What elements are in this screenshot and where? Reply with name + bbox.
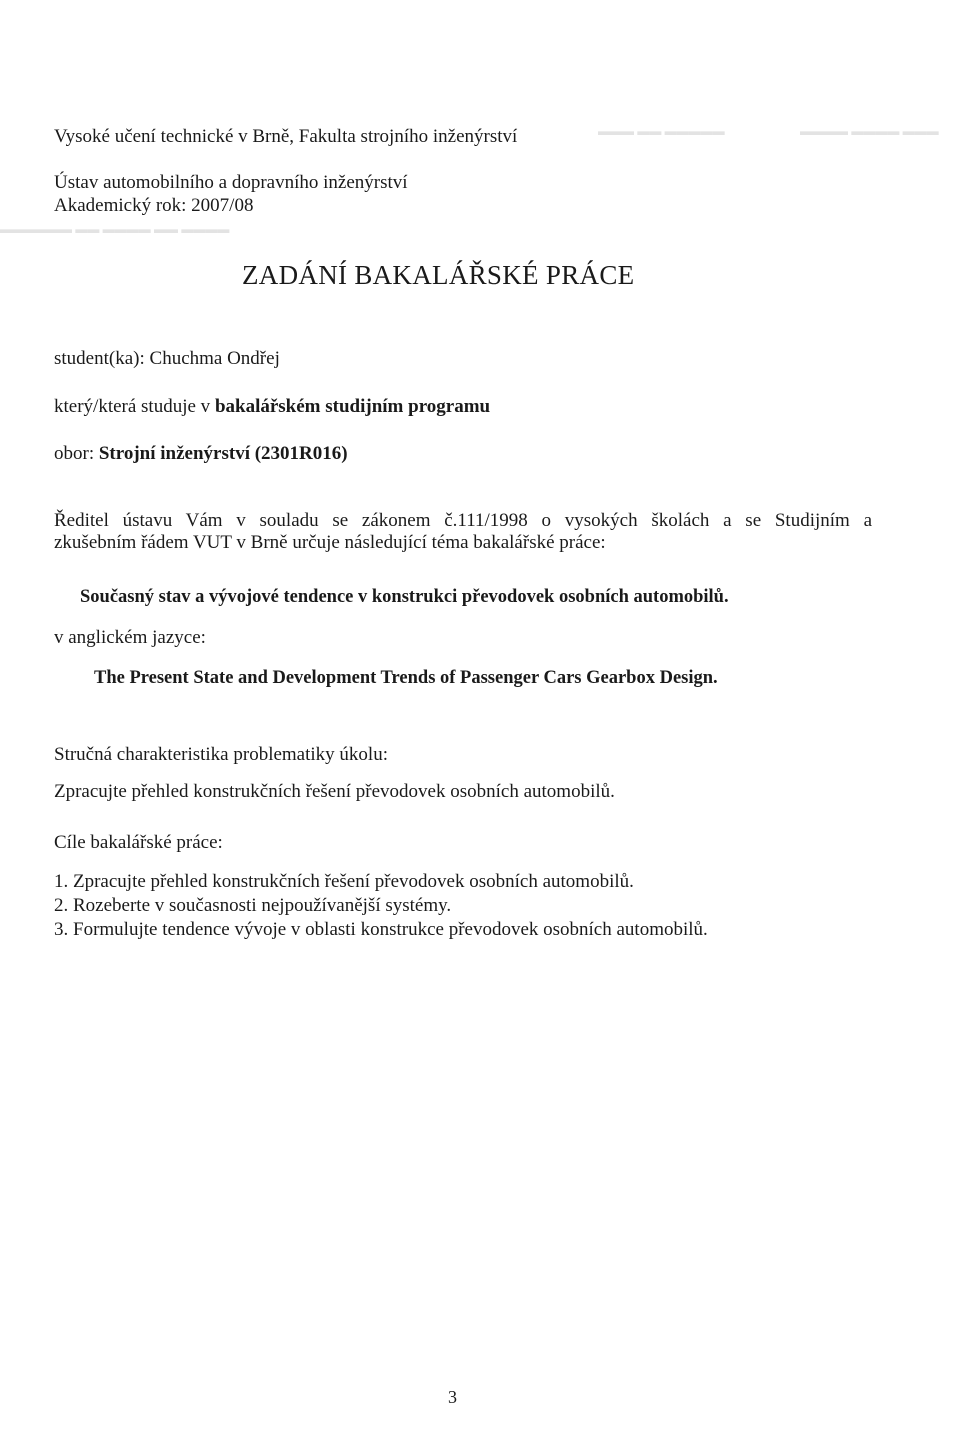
header-line-academic-year: Akademický rok: 2007/08 xyxy=(54,195,254,216)
topic-czech: Současný stav a vývojové tendence v konstrukci převodovek osobních automobilů. xyxy=(80,587,729,607)
bleed-through-text: ▬▬▬▬ ▬▬▬▬ ▬▬▬ xyxy=(800,124,939,138)
goal-item-1: 1. Zpracujte přehled konstrukčních řešení převodovek osobních automobilů. xyxy=(54,871,634,892)
field-label: obor: xyxy=(54,443,95,464)
field-line xyxy=(54,444,348,463)
student-name: Chuchma Ondřej xyxy=(149,348,280,369)
characteristics-text: Zpracujte přehled konstrukčních řešení převodovek osobních automobilů. xyxy=(54,781,615,802)
page-number: 3 xyxy=(448,1387,457,1407)
header-line-institute: Ústav automobilního a dopravního inženýrství xyxy=(54,172,408,193)
intro-line-1: Ředitel ústavu Vám v souladu se zákonem č.111/1998 o vysokých školách a se Studijním a xyxy=(54,510,872,531)
characteristics-heading: Stručná charakteristika problematiky úkolu: xyxy=(54,744,388,765)
goal-item-3: 3. Formulujte tendence vývoje v oblasti konstrukce převodovek osobních automobilů. xyxy=(54,919,708,940)
program-value: bakalářském studijním programu xyxy=(214,396,491,417)
field-value: Strojní inženýrství (2301R016) xyxy=(98,443,348,464)
goals-heading: Cíle bakalářské práce: xyxy=(54,832,223,853)
intro-line-2: zkušebním řádem VUT v Brně určuje následující téma bakalářské práce: xyxy=(54,532,606,553)
student-label: student(ka): xyxy=(54,348,145,369)
bleed-through-text: ▬▬▬▬▬▬ ▬▬ ▬▬▬▬ ▬▬ ▬▬▬▬ xyxy=(0,222,230,236)
page-title: ZADÁNÍ BAKALÁŘSKÉ PRÁCE xyxy=(242,260,635,290)
english-label: v anglickém jazyce: xyxy=(54,627,206,648)
student-line xyxy=(54,349,280,368)
header-line-university: Vysoké učení technické v Brně, Fakulta strojního inženýrství xyxy=(54,126,518,147)
program-line xyxy=(54,397,490,416)
topic-english: The Present State and Development Trends of Passenger Cars Gearbox Design. xyxy=(94,668,718,688)
program-prefix: který/která studuje v xyxy=(54,396,211,417)
bleed-through-text: ▬▬▬ ▬▬ ▬▬▬▬▬ xyxy=(598,124,725,138)
goal-item-2: 2. Rozeberte v současnosti nejpoužívanější systémy. xyxy=(54,895,452,916)
